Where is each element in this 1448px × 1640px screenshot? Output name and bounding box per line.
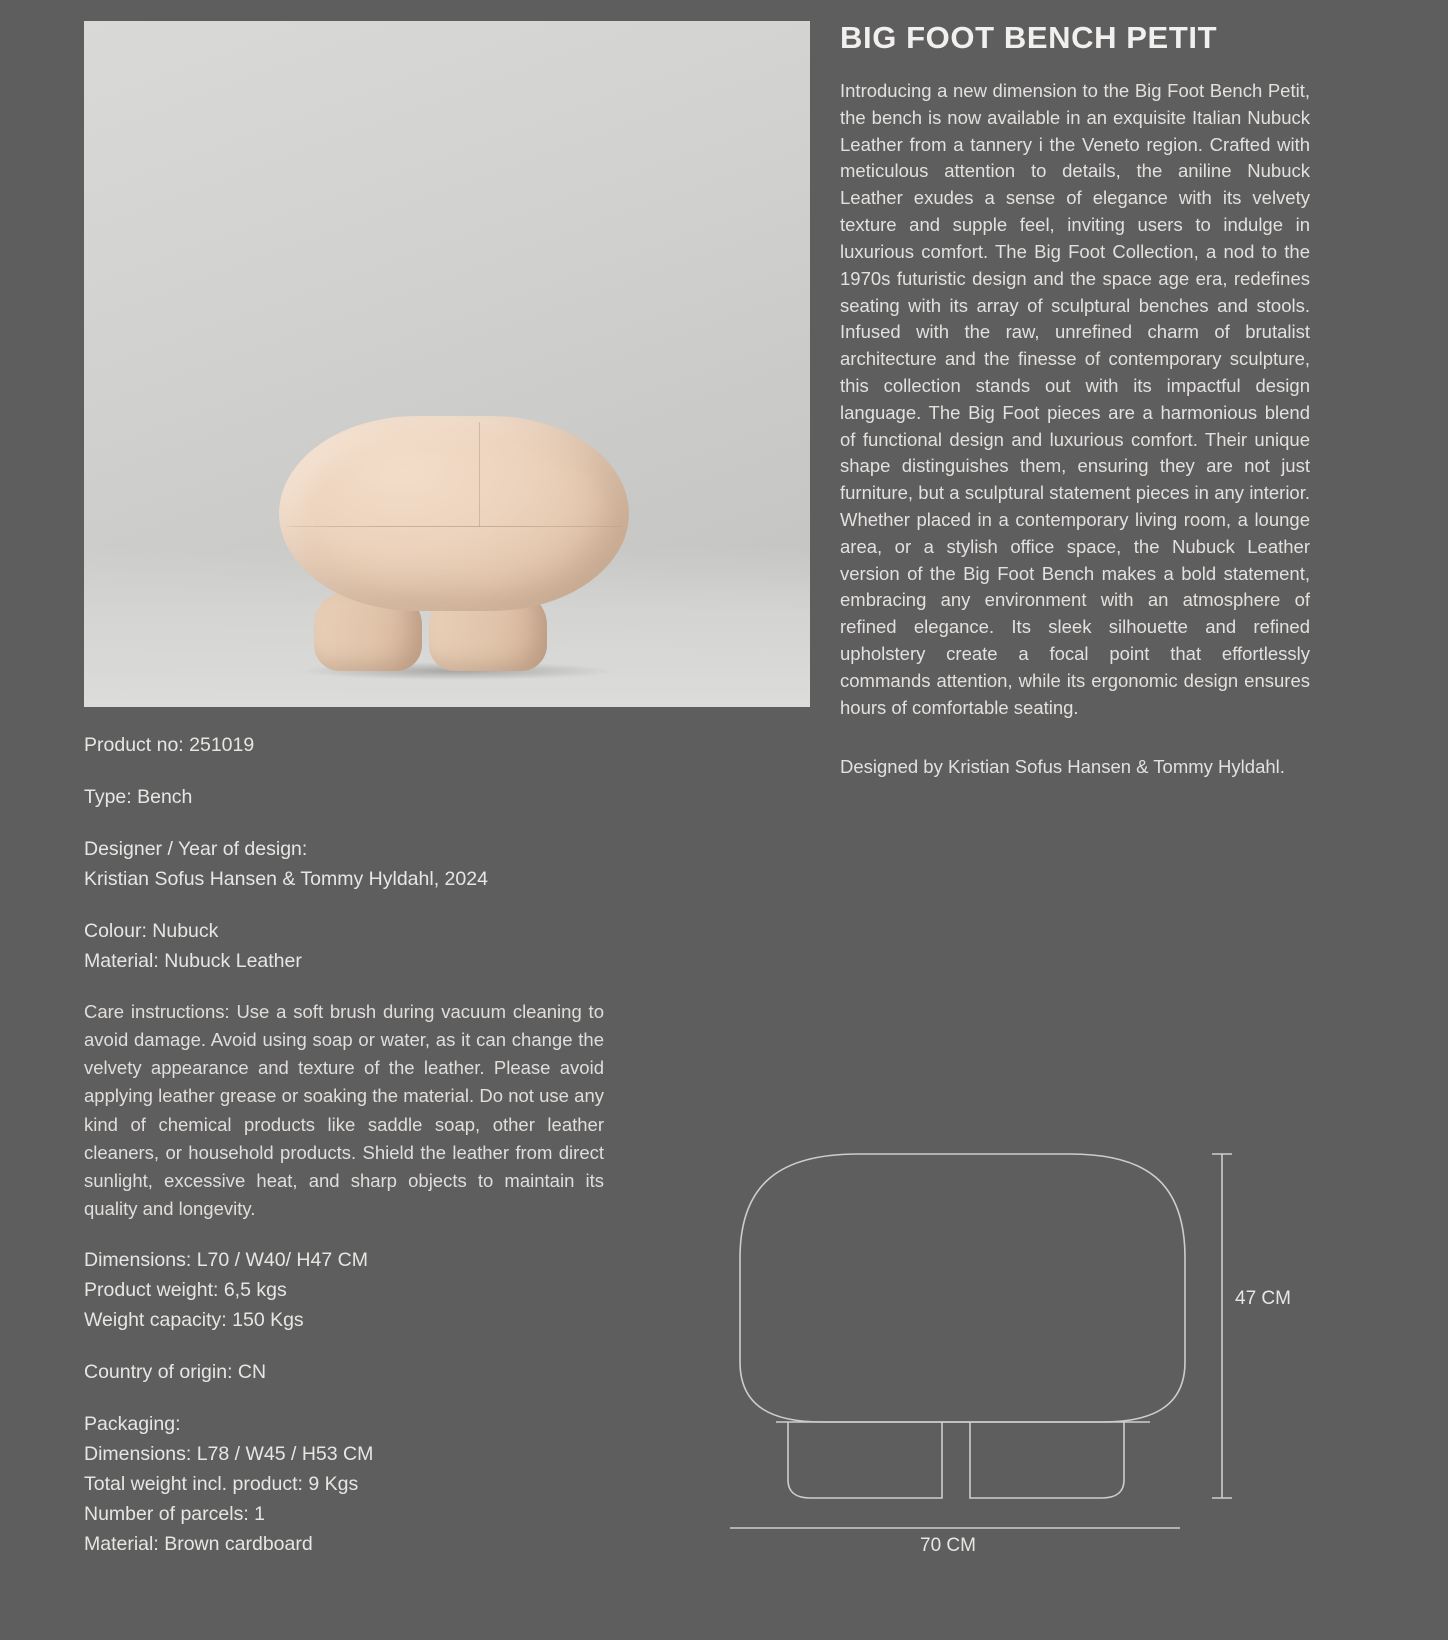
spec-care-instructions: Care instructions: Use a soft brush during vacuum cleaning to avoid damage. Avoid using soap or water, as it can change the velvety appearance and texture of the leather. Please avoid applying leather grease or soaking the material. Do not use any kind of chemical products like saddle soap, other leather cleaners, or household products. Shield the leather from direct sunlight, excessive heat, and sharp objects to maintain its quality and longevity. [84, 1001, 604, 1219]
spec-colour: Colour: Nubuck [84, 920, 219, 943]
spec-country-of-origin: Country of origin: CN [84, 1361, 267, 1384]
specifications-column [84, 730, 604, 1559]
drawing-leg-left [788, 1422, 942, 1498]
description-column [840, 20, 1310, 780]
page-title: BIG FOOT BENCH PETIT [840, 20, 1218, 55]
spec-care-block [84, 998, 604, 1223]
spec-material-block [84, 916, 604, 976]
dimension-label-height: 47 CM [1235, 1288, 1291, 1309]
spec-designer-block [84, 834, 604, 894]
spec-packaging-material: Material: Brown cardboard [84, 1533, 313, 1556]
spec-product-weight: Product weight: 6,5 kgs [84, 1278, 287, 1301]
bench-body [279, 416, 629, 611]
spec-product-no: Product no: 251019 [84, 734, 255, 756]
spec-packaging-dimensions: Dimensions: L78 / W45 / H53 CM [84, 1443, 374, 1466]
spec-packaging-total-weight: Total weight incl. product: 9 Kgs [84, 1473, 359, 1496]
spec-packaging-parcels: Number of parcels: 1 [84, 1503, 265, 1526]
bench-seam-horizontal [285, 526, 623, 527]
spec-weight-capacity: Weight capacity: 150 Kgs [84, 1309, 304, 1331]
spec-type: Type: Bench [84, 786, 193, 809]
technical-drawing [730, 1140, 1350, 1580]
bench-seam-vertical [479, 422, 480, 527]
dimension-label-width: 70 CM [920, 1535, 976, 1556]
product-photo [84, 21, 810, 707]
spec-packaging-block [84, 1409, 604, 1559]
spec-material: Material: Nubuck Leather [84, 950, 302, 973]
technical-drawing-svg [730, 1140, 1350, 1580]
drawing-body-outline [740, 1154, 1185, 1422]
spec-packaging-label: Packaging: [84, 1413, 181, 1436]
bench-illustration [279, 416, 629, 681]
spec-origin-block [84, 1357, 604, 1387]
product-description: Introducing a new dimension to the Big Foot Bench Petit, the bench is now available in an exquisite Italian Nubuck Leather from a tannery i the Veneto region. Crafted with meticulous attention to details, the aniline Nubuck Leather exudes a sense of elegance with its velvety texture and supple feel, inviting users to indulge in luxurious comfort. The Big Foot Collection, a nod to the 1970s futuristic design and the space age era, redefines seating with its array of sculptural benches and stools. Infused with the raw, unrefined charm of brutalist architecture and the finesse of contemporary sculpture, this collection stands out with its impactful design language. The Big Foot pieces are a harmonious blend of functional design and luxurious comfort. Their unique shape distinguishes them, ensuring they are not just furniture, but a sculptural statement pieces in any interior. Whether placed in a contemporary living room, a lounge area, or a stylish office space, the Nubuck Leather version of the Big Foot Bench makes a bold statement, embracing any environment with an atmosphere of refined elegance. Its sleek silhouette and refined upholstery create a focal point that effortlessly commands attention, while its ergonomic design ensures hours of comfortable seating. [840, 80, 1310, 718]
drawing-leg-right [970, 1422, 1124, 1498]
spec-dimensions: Dimensions: L70 / W40/ H47 CM [84, 1248, 368, 1271]
spec-designer-value: Kristian Sofus Hansen & Tommy Hyldahl, 2024 [84, 868, 488, 891]
designed-by-line: Designed by Kristian Sofus Hansen & Tommy Hyldahl. [840, 755, 1285, 777]
spec-designer-label: Designer / Year of design: [84, 838, 308, 861]
spec-type-block [84, 782, 604, 812]
spec-product-no-block [84, 730, 604, 760]
spec-dimensions-block [84, 1245, 604, 1335]
